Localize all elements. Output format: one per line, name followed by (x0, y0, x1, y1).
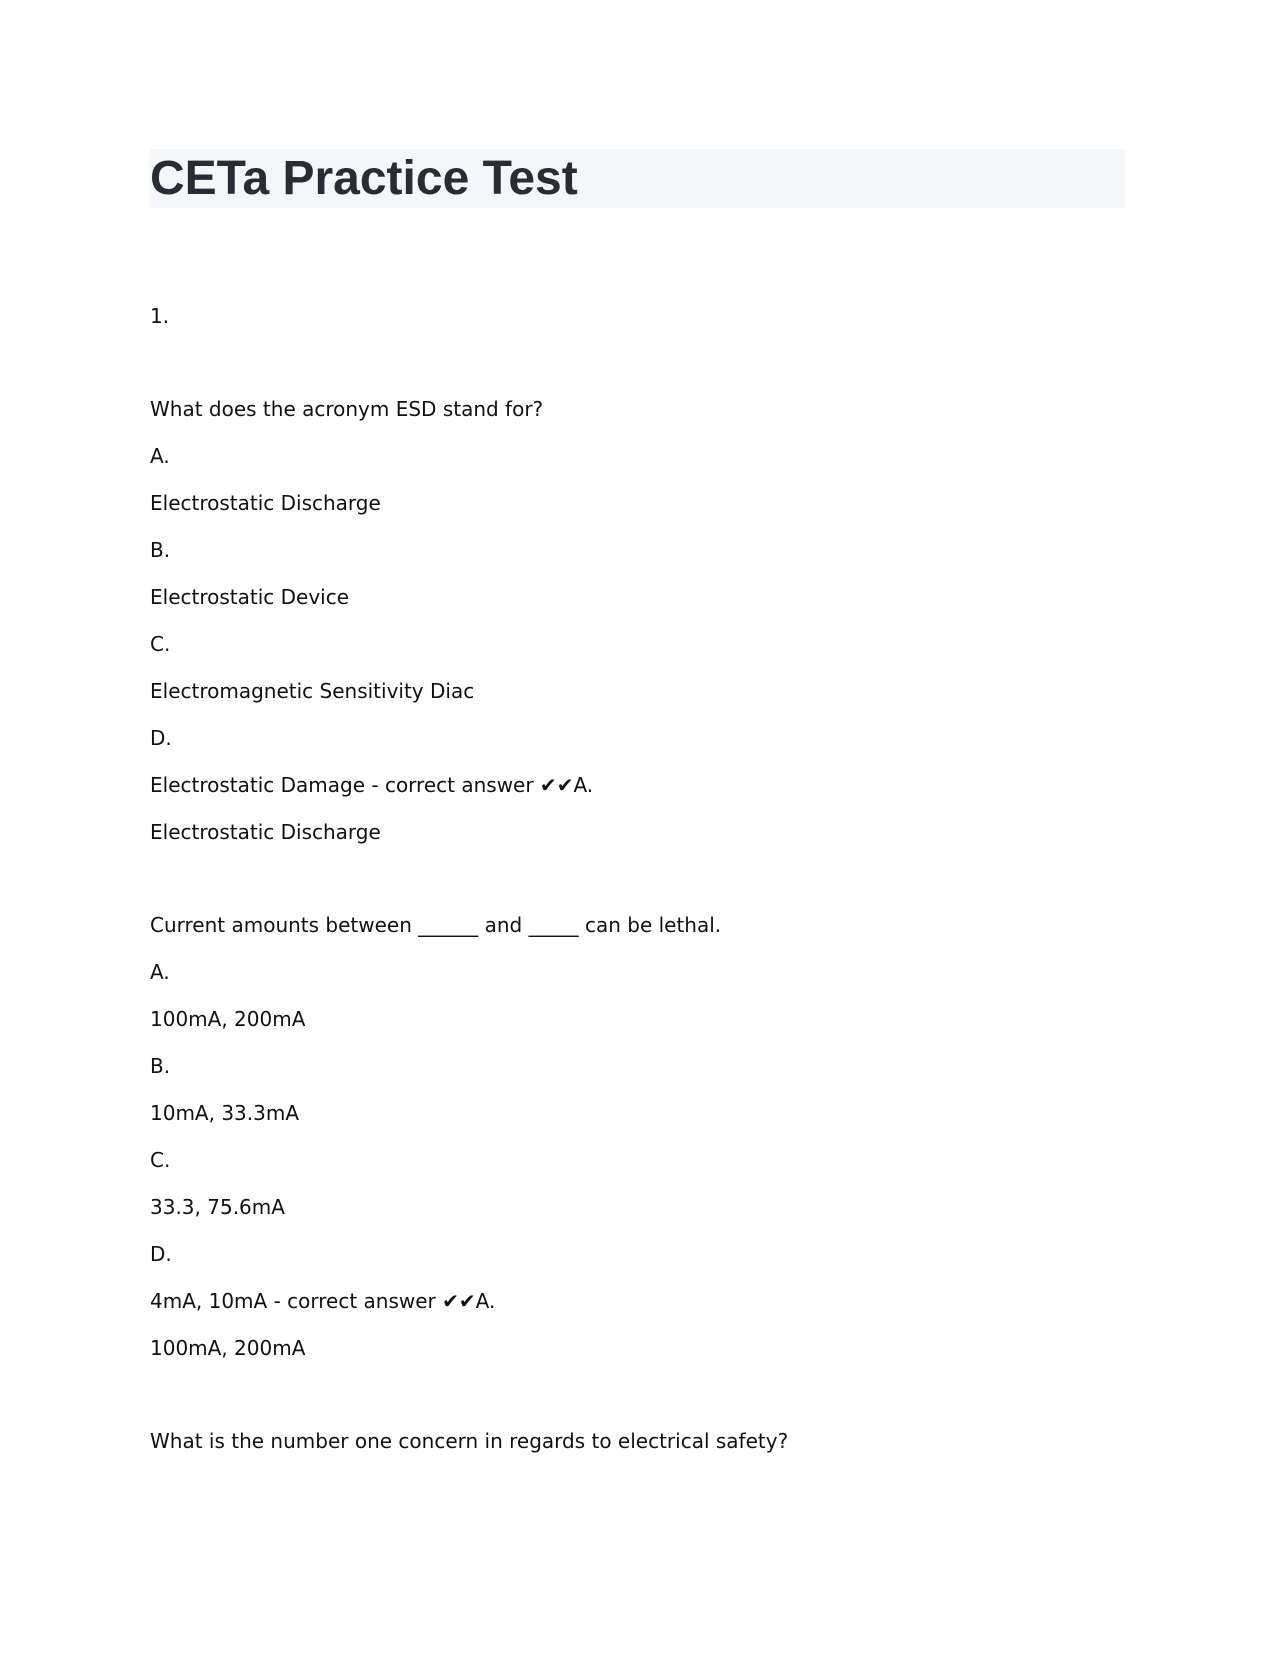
question-1-option-b-letter: B. (150, 538, 171, 562)
question-2-option-d-text: 4mA, 10mA - correct answer ✔✔A. (150, 1289, 496, 1313)
question-2-option-a-text: 100mA, 200mA (150, 1007, 306, 1031)
question-1-option-b-text: Electrostatic Device (150, 585, 350, 609)
question-2-option-c-letter: C. (150, 1148, 171, 1172)
question-1-option-d-text: Electrostatic Damage - correct answer ✔✔A. (150, 773, 594, 797)
question-2-option-b-text: 10mA, 33.3mA (150, 1101, 300, 1125)
question-3-prompt: What is the number one concern in regards to electrical safety? (150, 1429, 789, 1453)
question-1-option-a-text: Electrostatic Discharge (150, 491, 381, 515)
question-1-prompt: What does the acronym ESD stand for? (150, 397, 544, 421)
question-2-option-b-letter: B. (150, 1054, 171, 1078)
question-2-prompt: Current amounts between ______ and _____ can be lethal. (150, 913, 722, 937)
question-2-option-c-text: 33.3, 75.6mA (150, 1195, 285, 1219)
question-1-option-a-letter: A. (150, 444, 170, 468)
question-1-option-d-letter: D. (150, 726, 172, 750)
question-2-option-a-letter: A. (150, 960, 170, 984)
question-2-answer: 100mA, 200mA (150, 1336, 306, 1360)
question-1-option-c-text: Electromagnetic Sensitivity Diac (150, 679, 475, 703)
question-1-number: 1. (150, 304, 170, 328)
question-1-answer: Electrostatic Discharge (150, 820, 381, 844)
page-title: CETa Practice Test (150, 152, 578, 205)
question-1-option-c-letter: C. (150, 632, 171, 656)
question-2-option-d-letter: D. (150, 1242, 172, 1266)
